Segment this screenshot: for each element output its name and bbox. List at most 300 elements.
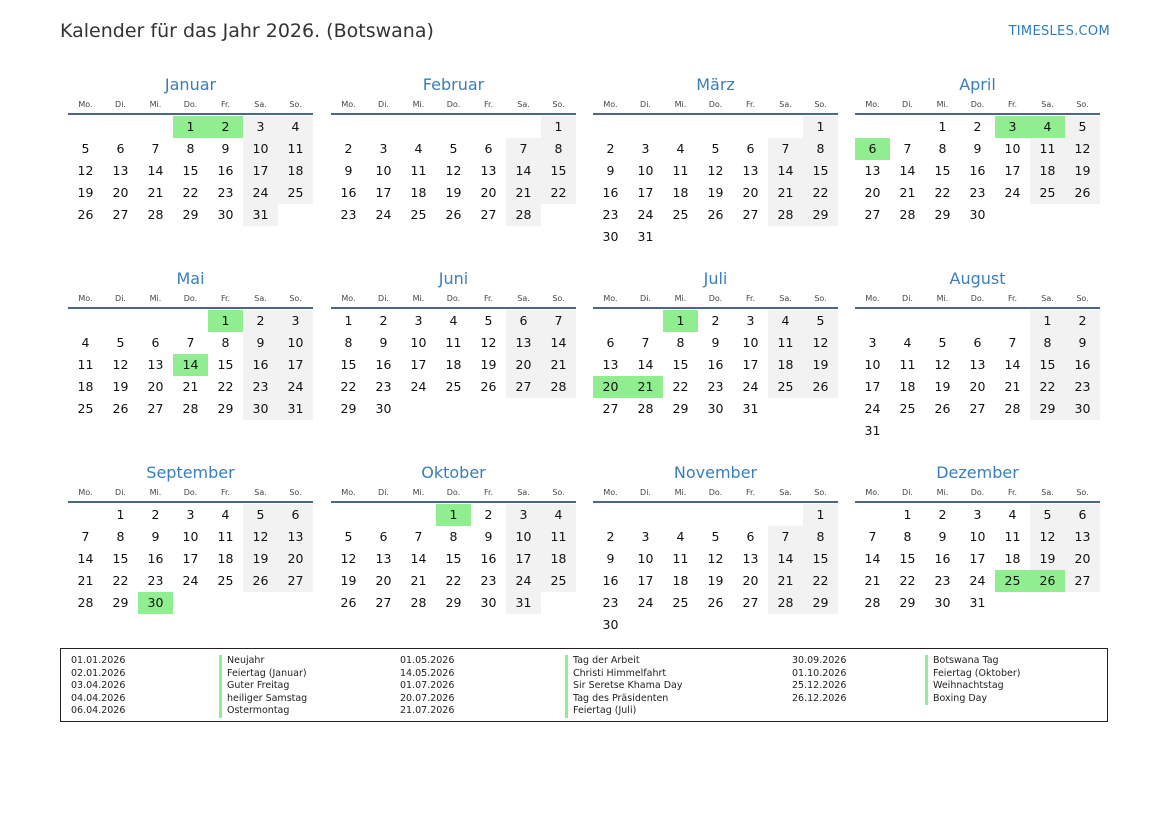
weekday-label: Do. (183, 294, 198, 303)
day-cell: 15 (934, 163, 951, 178)
day-cell: 9 (711, 335, 720, 350)
day-cell: 12 (340, 551, 357, 566)
legend-date: 06.04.2026 (71, 705, 126, 716)
day-cell: 19 (480, 357, 497, 372)
day-cell: 14 (410, 551, 427, 566)
day-cell: 29 (934, 207, 951, 222)
day-cell: 24 (864, 401, 881, 416)
day-cell: 14 (1004, 357, 1021, 372)
month-block (68, 462, 313, 614)
day-cell: 28 (541, 376, 576, 398)
day-cell: 15 (112, 551, 129, 566)
legend-name: Feiertag (Juli) (565, 705, 682, 718)
weekday-label: Sa. (779, 294, 792, 303)
day-cell: 26 (707, 207, 724, 222)
day-cell: 16 (375, 357, 392, 372)
month-block (593, 268, 838, 420)
empty-cell (855, 504, 890, 526)
weekday-label: Mi. (412, 488, 425, 497)
day-cell: 4 (221, 507, 230, 522)
day-cell: 8 (1030, 332, 1065, 354)
day-cell: 28 (768, 592, 803, 614)
day-cell: 25 (410, 207, 427, 222)
day-cell: 16 (480, 551, 497, 566)
weekday-label: Sa. (254, 294, 267, 303)
day-cell: 28 (899, 207, 916, 222)
day-cell: 1 (541, 116, 576, 138)
day-cell: 21 (182, 379, 199, 394)
legend-name: Boxing Day (925, 693, 1021, 706)
legend-name: Neujahr (219, 655, 307, 668)
day-cell: 27 (864, 207, 881, 222)
day-cell: 25 (672, 595, 689, 610)
day-cell: 10 (410, 335, 427, 350)
day-cell: 9 (606, 551, 615, 566)
day-cell: 14 (506, 160, 541, 182)
day-grid (331, 504, 576, 614)
day-cell: 22 (340, 379, 357, 394)
day-cell: 17 (637, 185, 654, 200)
weekday-label: Do. (446, 488, 461, 497)
day-cell: 6 (278, 504, 313, 526)
day-cell: 8 (449, 529, 458, 544)
empty-cell (768, 116, 803, 138)
day-cell: 8 (938, 141, 947, 156)
day-cell: 14 (768, 548, 803, 570)
empty-cell (628, 116, 663, 138)
day-cell: 17 (1004, 163, 1021, 178)
day-cell: 5 (81, 141, 90, 156)
day-cell: 16 (707, 357, 724, 372)
day-cell: 27 (375, 595, 392, 610)
empty-cell (331, 504, 366, 526)
day-cell: 22 (445, 573, 462, 588)
day-cell: 16 (602, 573, 619, 588)
day-cell: 28 (864, 595, 881, 610)
day-cell: 5 (116, 335, 125, 350)
header-rule (331, 307, 576, 309)
day-cell: 5 (1065, 116, 1100, 138)
header-rule (68, 307, 313, 309)
day-cell: 31 (278, 398, 313, 420)
day-cell: 25 (77, 401, 94, 416)
empty-cell (138, 116, 173, 138)
day-cell: 23 (243, 376, 278, 398)
day-cell: 24 (410, 379, 427, 394)
day-cell: 23 (217, 185, 234, 200)
day-cell: 22 (541, 182, 576, 204)
header-rule (331, 501, 576, 503)
day-cell: 11 (77, 357, 94, 372)
weekday-label: Mi. (936, 100, 949, 109)
day-cell: 14 (864, 551, 881, 566)
empty-cell (506, 116, 541, 138)
day-cell: 30 (707, 401, 724, 416)
empty-cell (593, 310, 628, 332)
day-cell: 23 (602, 595, 619, 610)
day-cell: 18 (1030, 160, 1065, 182)
empty-cell (663, 504, 698, 526)
day-cell: 17 (410, 357, 427, 372)
month-block (68, 74, 313, 226)
day-cell: 4 (541, 504, 576, 526)
month-name: Juni (438, 269, 469, 288)
day-cell: 11 (672, 551, 689, 566)
legend-date: 14.05.2026 (400, 667, 455, 679)
day-cell: 8 (803, 526, 838, 548)
day-cell: 4 (278, 116, 313, 138)
day-cell: 28 (637, 401, 654, 416)
weekday-label: Sa. (1041, 100, 1054, 109)
day-cell: 29 (899, 595, 916, 610)
weekday-label: Sa. (517, 294, 530, 303)
day-cell: 2 (484, 507, 493, 522)
day-cell: 25 (541, 570, 576, 592)
day-cell: 15 (445, 551, 462, 566)
day-cell: 28 (1004, 401, 1021, 416)
day-cell: 26 (77, 207, 94, 222)
month-name: September (146, 463, 235, 482)
day-cell: 16 (147, 551, 164, 566)
weekday-label: Mi. (412, 100, 425, 109)
day-grid (68, 504, 313, 614)
empty-cell (698, 504, 733, 526)
day-cell: 20 (1065, 548, 1100, 570)
day-cell: 14 (637, 357, 654, 372)
day-cell: 4 (81, 335, 90, 350)
day-cell: 5 (449, 141, 458, 156)
day-cell: 2 (344, 141, 353, 156)
day-cell: 13 (969, 357, 986, 372)
weekday-label: So. (814, 488, 827, 497)
day-cell: 6 (746, 141, 755, 156)
empty-cell (960, 310, 995, 332)
day-cell: 2 (606, 141, 615, 156)
day-cell: 20 (112, 185, 129, 200)
weekday-label: Mo. (603, 294, 618, 303)
day-cell: 8 (676, 335, 685, 350)
weekday-label: Di. (115, 294, 126, 303)
day-cell: 26 (340, 595, 357, 610)
weekday-label: So. (289, 100, 302, 109)
day-cell: 14 (899, 163, 916, 178)
day-cell: 6 (746, 529, 755, 544)
day-cell: 18 (445, 357, 462, 372)
day-cell: 27 (602, 401, 619, 416)
day-cell: 21 (77, 573, 94, 588)
day-cell: 18 (278, 160, 313, 182)
day-cell: 9 (151, 529, 160, 544)
day-grid (855, 310, 1100, 442)
weekday-label: Fr. (1007, 294, 1018, 303)
day-cell: 5 (803, 310, 838, 332)
empty-cell (628, 504, 663, 526)
weekday-label: Fr. (220, 294, 231, 303)
legend-date: 02.01.2026 (71, 667, 126, 679)
legend-name: Feiertag (Januar) (219, 668, 307, 681)
day-cell: 27 (742, 595, 759, 610)
day-grid (855, 116, 1100, 226)
day-cell: 12 (934, 357, 951, 372)
day-cell: 1 (803, 504, 838, 526)
weekday-label: Do. (708, 488, 723, 497)
month-name: März (696, 75, 735, 94)
legend-date: 25.12.2026 (792, 680, 847, 691)
day-cell: 27 (506, 376, 541, 398)
empty-cell (995, 310, 1030, 332)
day-cell: 21 (864, 573, 881, 588)
day-cell: 18 (541, 548, 576, 570)
empty-cell (366, 116, 401, 138)
weekday-header (593, 486, 838, 499)
holiday-day-cell: 20 (593, 376, 628, 398)
day-cell: 1 (938, 119, 947, 134)
day-cell: 17 (637, 573, 654, 588)
day-cell: 17 (243, 160, 278, 182)
empty-cell (925, 310, 960, 332)
day-cell: 16 (969, 163, 986, 178)
day-cell: 29 (340, 401, 357, 416)
weekday-label: Fr. (745, 100, 756, 109)
weekday-label: So. (814, 294, 827, 303)
day-grid (593, 116, 838, 248)
weekday-label: Sa. (1041, 294, 1054, 303)
weekday-header (331, 486, 576, 499)
day-cell: 4 (1008, 507, 1017, 522)
weekday-label: Sa. (779, 488, 792, 497)
day-cell: 22 (217, 379, 234, 394)
holiday-day-cell: 30 (138, 592, 173, 614)
day-cell: 11 (768, 332, 803, 354)
weekday-label: Di. (640, 294, 651, 303)
legend-date: 01.07.2026 (400, 680, 455, 691)
month-block (593, 462, 838, 636)
empty-cell (471, 116, 506, 138)
day-cell: 15 (803, 548, 838, 570)
header-rule (855, 113, 1100, 115)
day-cell: 5 (938, 335, 947, 350)
weekday-label: Fr. (220, 100, 231, 109)
day-cell: 16 (243, 354, 278, 376)
day-cell: 9 (344, 163, 353, 178)
weekday-label: Fr. (1007, 100, 1018, 109)
day-cell: 3 (414, 313, 423, 328)
day-cell: 30 (375, 401, 392, 416)
day-cell: 3 (506, 504, 541, 526)
weekday-label: Mo. (603, 100, 618, 109)
day-cell: 17 (969, 551, 986, 566)
legend-date: 01.05.2026 (400, 655, 455, 666)
day-cell: 24 (969, 573, 986, 588)
day-cell: 3 (243, 116, 278, 138)
day-cell: 8 (903, 529, 912, 544)
day-cell: 9 (243, 332, 278, 354)
empty-cell (103, 116, 138, 138)
legend-date: 21.07.2026 (400, 705, 455, 716)
legend-name: Christi Himmelfahrt (565, 668, 682, 681)
day-cell: 31 (243, 204, 278, 226)
weekday-label: Sa. (517, 100, 530, 109)
weekday-label: Mo. (78, 100, 93, 109)
legend-name: Botswana Tag (925, 655, 1021, 668)
day-cell: 27 (742, 207, 759, 222)
day-cell: 28 (506, 204, 541, 226)
day-cell: 9 (221, 141, 230, 156)
weekday-header (855, 486, 1100, 499)
day-cell: 11 (410, 163, 427, 178)
month-block (68, 268, 313, 420)
day-cell: 25 (899, 401, 916, 416)
day-cell: 15 (541, 160, 576, 182)
day-cell: 20 (147, 379, 164, 394)
day-cell: 5 (1030, 504, 1065, 526)
day-cell: 10 (375, 163, 392, 178)
day-cell: 20 (742, 185, 759, 200)
empty-cell (173, 310, 208, 332)
day-cell: 31 (864, 423, 881, 438)
day-cell: 5 (711, 141, 720, 156)
day-cell: 30 (1065, 398, 1100, 420)
day-cell: 11 (217, 529, 234, 544)
month-block (855, 268, 1100, 442)
day-cell: 26 (934, 401, 951, 416)
day-cell: 31 (969, 595, 986, 610)
day-cell: 7 (414, 529, 423, 544)
holiday-day-cell: 3 (995, 116, 1030, 138)
day-cell: 19 (112, 379, 129, 394)
day-cell: 7 (768, 526, 803, 548)
day-cell: 14 (77, 551, 94, 566)
weekday-label: Fr. (483, 294, 494, 303)
legend-names-col-1 (219, 655, 307, 718)
month-name: Januar (164, 75, 217, 94)
day-cell: 14 (541, 332, 576, 354)
weekday-label: Mo. (865, 100, 880, 109)
day-cell: 18 (217, 551, 234, 566)
weekday-label: So. (552, 488, 565, 497)
day-cell: 25 (217, 573, 234, 588)
weekday-label: Do. (970, 488, 985, 497)
day-cell: 3 (973, 507, 982, 522)
day-cell: 9 (484, 529, 493, 544)
day-cell: 6 (973, 335, 982, 350)
day-cell: 26 (1065, 182, 1100, 204)
day-cell: 2 (606, 529, 615, 544)
day-cell: 22 (899, 573, 916, 588)
header-rule (331, 113, 576, 115)
day-cell: 24 (1004, 185, 1021, 200)
day-cell: 19 (340, 573, 357, 588)
day-cell: 22 (1030, 376, 1065, 398)
weekday-header (68, 486, 313, 499)
day-cell: 8 (186, 141, 195, 156)
weekday-label: Mo. (603, 488, 618, 497)
weekday-header (593, 98, 838, 111)
day-cell: 18 (672, 185, 689, 200)
day-cell: 25 (672, 207, 689, 222)
day-cell: 13 (506, 332, 541, 354)
day-cell: 12 (803, 332, 838, 354)
holiday-day-cell: 14 (173, 354, 208, 376)
weekday-header (68, 292, 313, 305)
day-cell: 30 (602, 229, 619, 244)
day-cell: 15 (217, 357, 234, 372)
day-cell: 4 (676, 529, 685, 544)
day-cell: 20 (864, 185, 881, 200)
day-cell: 3 (868, 335, 877, 350)
day-cell: 24 (637, 595, 654, 610)
header-rule (593, 307, 838, 309)
day-cell: 20 (278, 548, 313, 570)
legend-date: 01.10.2026 (792, 667, 847, 679)
empty-cell (68, 116, 103, 138)
day-cell: 9 (973, 141, 982, 156)
day-cell: 24 (637, 207, 654, 222)
weekday-label: Di. (640, 100, 651, 109)
day-cell: 23 (969, 185, 986, 200)
day-cell: 15 (182, 163, 199, 178)
day-cell: 15 (672, 357, 689, 372)
day-cell: 24 (278, 376, 313, 398)
weekday-label: Di. (640, 488, 651, 497)
day-cell: 23 (340, 207, 357, 222)
day-cell: 29 (217, 401, 234, 416)
day-cell: 12 (112, 357, 129, 372)
day-cell: 21 (506, 182, 541, 204)
day-cell: 27 (278, 570, 313, 592)
day-cell: 1 (116, 507, 125, 522)
day-cell: 25 (445, 379, 462, 394)
month-block (331, 268, 576, 420)
legend-name: Guter Freitag (219, 680, 307, 693)
weekday-label: Mi. (149, 100, 162, 109)
weekday-label: Mo. (78, 294, 93, 303)
day-cell: 2 (243, 310, 278, 332)
day-cell: 7 (903, 141, 912, 156)
weekday-label: So. (289, 294, 302, 303)
day-cell: 7 (151, 141, 160, 156)
weekday-label: Do. (183, 488, 198, 497)
weekday-label: Sa. (517, 488, 530, 497)
weekday-label: Di. (115, 100, 126, 109)
holiday-day-cell: 6 (855, 138, 890, 160)
header-rule (593, 113, 838, 115)
day-cell: 17 (182, 551, 199, 566)
month-block (331, 74, 576, 226)
day-cell: 10 (864, 357, 881, 372)
day-cell: 2 (379, 313, 388, 328)
day-cell: 23 (480, 573, 497, 588)
empty-cell (628, 310, 663, 332)
day-cell: 20 (480, 185, 497, 200)
day-cell: 28 (410, 595, 427, 610)
day-cell: 23 (1065, 376, 1100, 398)
legend-dates-col-3 (792, 655, 846, 705)
day-cell: 20 (506, 354, 541, 376)
day-cell: 12 (1030, 526, 1065, 548)
day-cell: 13 (480, 163, 497, 178)
day-cell: 11 (899, 357, 916, 372)
site-link[interactable]: TIMESLES.COM (1008, 24, 1110, 39)
day-cell: 25 (1030, 182, 1065, 204)
weekday-label: Di. (902, 488, 913, 497)
day-cell: 16 (217, 163, 234, 178)
day-cell: 18 (768, 354, 803, 376)
weekday-label: Mi. (412, 294, 425, 303)
day-cell: 23 (375, 379, 392, 394)
day-cell: 4 (903, 335, 912, 350)
day-cell: 26 (803, 376, 838, 398)
